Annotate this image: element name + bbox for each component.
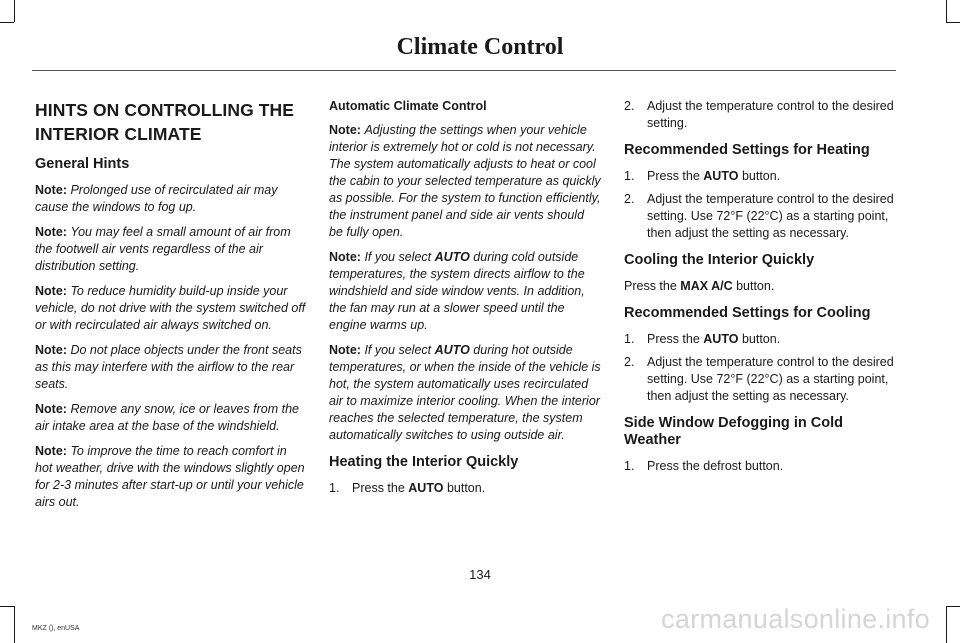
- list-text-part: Press the: [647, 332, 704, 346]
- note-text: [329, 250, 585, 332]
- list-number: 2.: [624, 192, 635, 206]
- note-paragraph: [35, 443, 307, 511]
- list-item: [624, 354, 896, 405]
- list-number: 1.: [329, 481, 340, 495]
- note-text: To improve the time to reach comfort in hot weather, drive with the windows slightly open for 2-3 minutes after start-up or until your vehicle airs out.: [35, 444, 305, 509]
- note-label: Note:: [329, 123, 361, 137]
- instruction-text-part: button.: [732, 279, 775, 293]
- crop-mark: [946, 22, 960, 23]
- list-text-part: button.: [738, 169, 781, 183]
- list-number: 1.: [624, 169, 635, 183]
- note-text: To reduce humidity build-up inside your vehicle, do not drive with the system switched off or with recirculated air always switched on.: [35, 284, 306, 332]
- control-name: AUTO: [434, 250, 470, 264]
- list-item: [624, 98, 896, 132]
- note-text-part: during cold outside temperatures, the system directs airflow to the windshield and side window vents. In addition, the fan may run at a slower speed until the engine warms up.: [329, 250, 585, 332]
- note-label: Note:: [329, 343, 361, 357]
- control-name: AUTO: [703, 169, 739, 183]
- column-right: [624, 98, 896, 481]
- note-text: You may feel a small amount of air from the footwell air vents regardless of the air distribution setting.: [35, 225, 291, 273]
- list-text: Press the defrost button.: [647, 459, 784, 473]
- list-item: [624, 458, 896, 475]
- crop-mark: [0, 606, 14, 607]
- list-item: [624, 191, 896, 242]
- note-paragraph: [35, 224, 307, 275]
- note-label: Note:: [329, 250, 361, 264]
- crop-mark: [946, 606, 947, 643]
- section-heading: Automatic Climate Control: [329, 99, 487, 113]
- note-text: Adjusting the settings when your vehicle interior is extremely hot or cold is not necessary. The system automatically adjusts to heat or cool the cabin to your selected temperature as quickly as possible. For the system to function efficiently, the instrument panel and side air vents should be fully open.: [329, 123, 601, 239]
- crop-mark: [0, 22, 14, 23]
- list-number: 2.: [624, 355, 635, 369]
- note-paragraph: [329, 342, 601, 444]
- column-middle: [329, 98, 601, 503]
- list-text: Adjust the temperature control to the desired setting. Use 72°F (22°C) as a starting point, then adjust the setting as necessary.: [647, 355, 894, 403]
- note-label: Note:: [35, 402, 67, 416]
- instruction-paragraph: [624, 278, 896, 295]
- note-paragraph: [329, 249, 601, 334]
- crop-mark: [946, 0, 947, 22]
- note-label: Note:: [35, 284, 67, 298]
- section-subheading: Heating the Interior Quickly: [329, 454, 519, 470]
- note-paragraph: [35, 342, 307, 393]
- list-item: [624, 168, 896, 185]
- section-subheading: Side Window Defogging in Cold Weather: [624, 415, 843, 448]
- note-text: Do not place objects under the front seats as this may interfere with the airflow to the rear seats.: [35, 343, 302, 391]
- list-item: [329, 480, 601, 497]
- section-subheading: Recommended Settings for Heating: [624, 142, 870, 158]
- list-number: 1.: [624, 332, 635, 346]
- list-number: 1.: [624, 459, 635, 473]
- page-number: 134: [469, 567, 491, 582]
- list-text-part: button.: [738, 332, 781, 346]
- note-label: Note:: [35, 343, 67, 357]
- list-text-part: button.: [443, 481, 486, 495]
- note-paragraph: [35, 182, 307, 216]
- note-paragraph: [35, 401, 307, 435]
- page-header-title: Climate Control: [396, 34, 564, 60]
- control-name: MAX A/C: [680, 279, 733, 293]
- note-text-part: during hot outside temperatures, or when the inside of the vehicle is hot, the system automatically uses recirculated air to maximize interior cooling. When the interior reaches the selected temperature, the system automatically switches to using outside air.: [329, 343, 601, 442]
- note-text: Remove any snow, ice or leaves from the air intake area at the base of the windshield.: [35, 402, 300, 433]
- control-name: AUTO: [408, 481, 444, 495]
- instruction-text-part: Press the: [624, 279, 681, 293]
- crop-mark: [946, 606, 960, 607]
- note-text-part: If you select: [364, 343, 435, 357]
- note-paragraph: [329, 122, 601, 241]
- note-paragraph: [35, 283, 307, 334]
- note-label: Note:: [35, 183, 67, 197]
- section-subheading: Recommended Settings for Cooling: [624, 305, 871, 321]
- column-left: [35, 98, 307, 519]
- list-text-part: Press the: [352, 481, 409, 495]
- crop-mark: [14, 606, 15, 643]
- list-text: [352, 480, 601, 497]
- section-subtitle: General Hints: [35, 156, 130, 172]
- list-item: [624, 331, 896, 348]
- list-text-part: Press the: [647, 169, 704, 183]
- note-label: Note:: [35, 444, 67, 458]
- note-text: Prolonged use of recirculated air may cause the windows to fog up.: [35, 183, 278, 214]
- list-text: Adjust the temperature control to the desired setting. Use 72°F (22°C) as a starting point, then adjust the setting as necessary.: [647, 192, 894, 240]
- note-label: Note:: [35, 225, 67, 239]
- control-name: AUTO: [703, 332, 739, 346]
- header-divider: [32, 70, 896, 71]
- control-name: AUTO: [434, 343, 470, 357]
- list-text: [647, 168, 896, 185]
- note-text-part: If you select: [364, 250, 435, 264]
- crop-mark: [14, 0, 15, 22]
- watermark: carmanualsonline.info: [661, 604, 930, 634]
- section-subheading: Cooling the Interior Quickly: [624, 252, 815, 268]
- list-text: [647, 331, 896, 348]
- document-id: MKZ (), enUSA: [32, 625, 80, 632]
- list-number: 2.: [624, 99, 635, 113]
- section-title: HINTS ON CONTROLLING THE INTERIOR CLIMATE: [35, 100, 295, 144]
- list-text: Adjust the temperature control to the desired setting.: [647, 99, 894, 130]
- note-text: [329, 343, 601, 442]
